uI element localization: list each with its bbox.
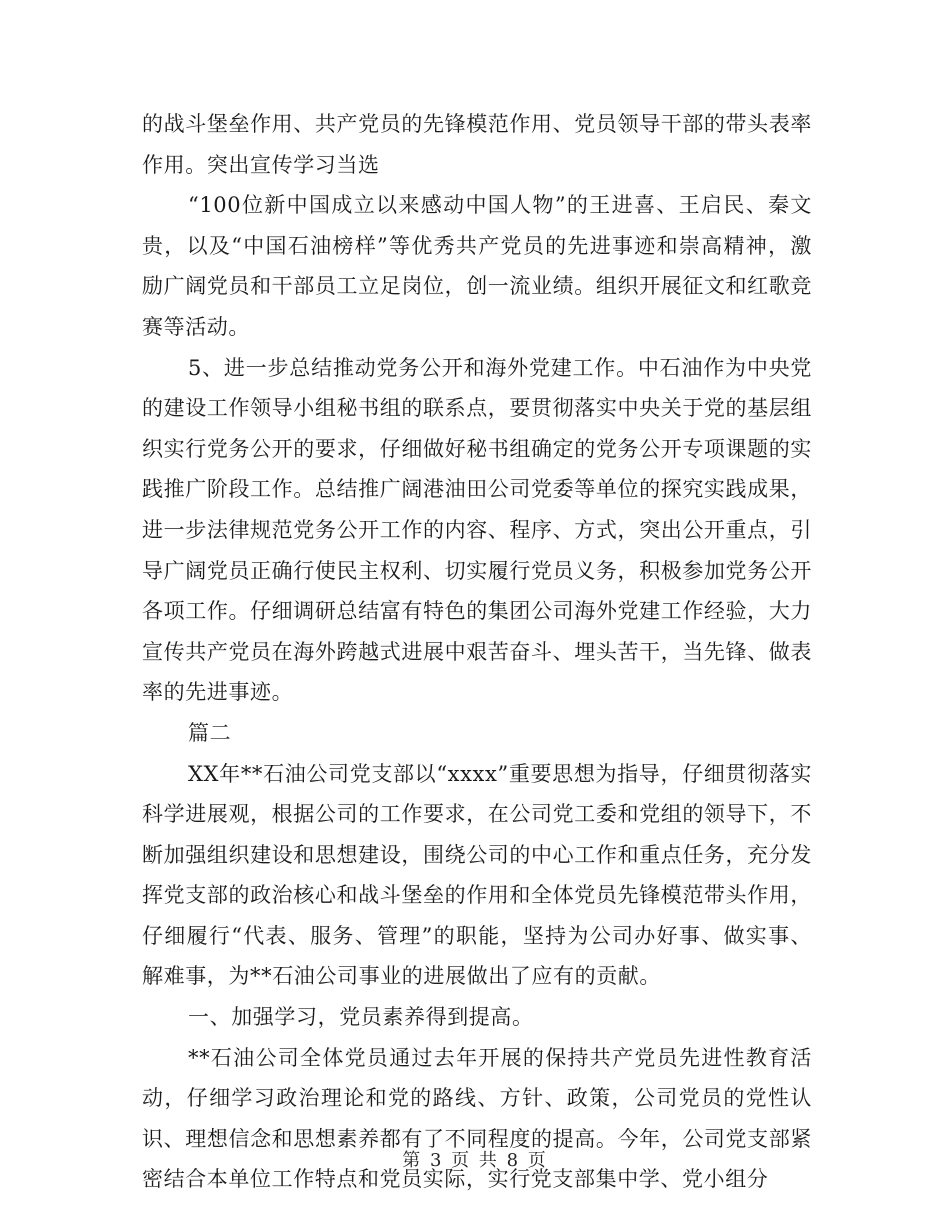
paragraph-party-affairs: 5、进一步总结推动党务公开和海外党建工作。中石油作为中央党的建设工作领导小组秘书组的联系点，要贯彻落实中央关于党的基层组织实行党务公开的要求，仔细做好秘书组确定的党务公开专项课题的实践推广阶段工作。总结推广阔港油田公司党委等单位的探究实践成果，进一步法律规范党务公开工作的内容、程序、方式，突出公开重点，引导广阔党员正确行使民主权利、切实履行党员义务，积极参加党务公开各项工作。仔细调研总结富有特色的集团公司海外党建工作经验，大力宣传共产党员在海外跨越式进展中艰苦奋斗、埋头苦干，当先锋、做表率的先进事迹。: [142, 355, 812, 705]
document-body: [142, 104, 812, 1200]
paragraph-study-details: **石油公司全体党员通过去年开展的保持共产党员先进性教育活动，仔细学习政治理论和党的路线、方针、政策，公司党员的党性认识、理想信念和思想素养都有了不同程度的提高。今年，公司党支部紧密结合本单位工作特点和党员实际，实行党支部集中学、党小组分: [142, 1045, 812, 1192]
section-heading-part-two: 篇二: [188, 720, 232, 745]
paragraph-branch-summary: XX年**石油公司党支部以“xxxx”重要思想为指导，仔细贯彻落实科学进展观，根据公司的工作要求，在公司党工委和党组的领导下，不断加强组织建设和思想建设，围绕公司的中心工作和重点任务，充分发挥党支部的政治核心和战斗堡垒的作用和全体党员先锋模范带头作用，仔细履行“代表、服务、管理”的职能，坚持为公司办好事、做实事、解难事，为**石油公司事业的进展做出了应有的贡献。: [142, 761, 812, 989]
section-heading-study: 一、加强学习，党员素养得到提高。: [188, 1005, 534, 1030]
paragraph-continuation: 的战斗堡垒作用、共产党员的先锋模范作用、党员领导干部的带头表率作用。突出宣传学习当选: [142, 112, 812, 177]
paragraph-touching-figures: “100位新中国成立以来感动中国人物”的王进喜、王启民、秦文贵，以及“中国石油榜样”等优秀共产党员的先进事迹和崇高精神，激励广阔党员和干部员工立足岗位，创一流业绩。组织开展征文和红歌竞赛等活动。: [142, 193, 812, 339]
page-number-footer: 第 3 页 共 8 页: [402, 1150, 548, 1171]
